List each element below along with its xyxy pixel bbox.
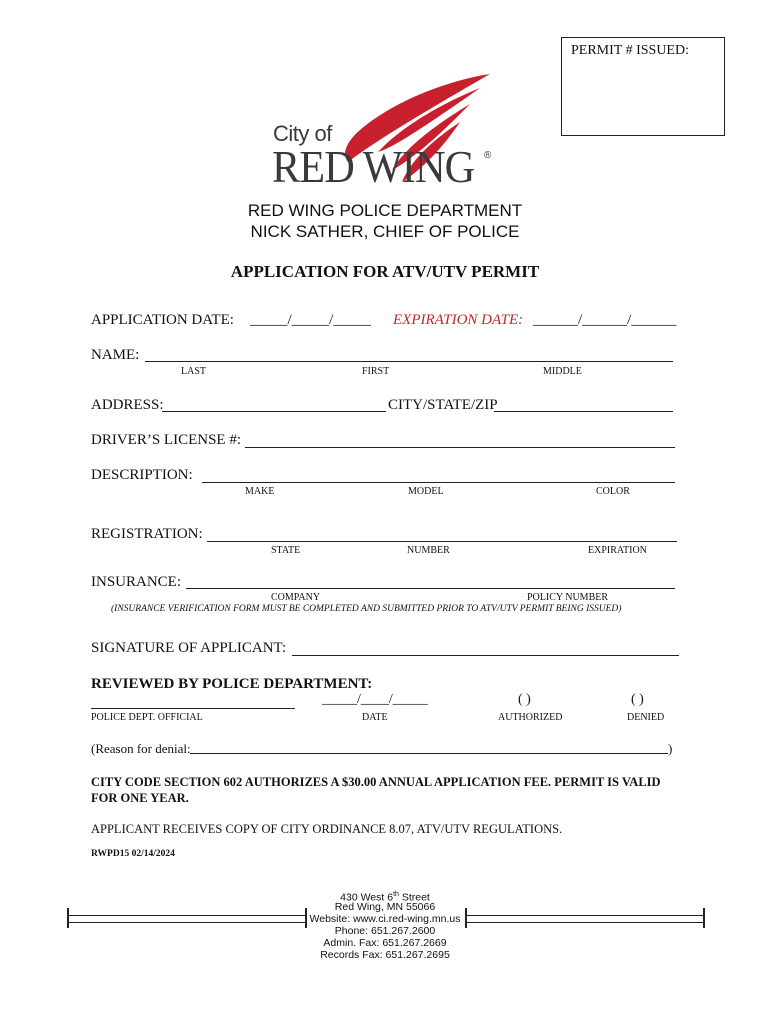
footer-street-num: 430 West 6	[340, 891, 394, 904]
footer-city: Red Wing, MN 55066	[334, 901, 436, 913]
insurance-sub-company: COMPANY	[271, 592, 321, 603]
name-sub-middle: MIDDLE	[543, 366, 582, 377]
registration-sub-state: STATE	[271, 545, 301, 556]
logo-registered: ®	[484, 150, 492, 161]
footer-phone: Phone: 651.267.2600	[334, 925, 436, 937]
review-heading: REVIEWED BY POLICE DEPARTMENT:	[91, 676, 373, 692]
expiration-date-label: EXPIRATION DATE:	[393, 312, 524, 328]
name-sub-last: LAST	[181, 366, 206, 377]
footer-website[interactable]: Website: www.ci.red-wing.mn.us	[309, 913, 461, 925]
denied-checkbox[interactable]: ( )	[631, 692, 644, 707]
department-name: RED WING POLICE DEPARTMENT	[247, 201, 523, 220]
name-field[interactable]	[145, 361, 673, 362]
city-state-zip-label: CITY/STATE/ZIP	[388, 397, 498, 413]
fee-note: CITY CODE SECTION 602 AUTHORIZES A $30.00 ANNUAL APPLICATION FEE. PERMIT IS VALID FOR ONE YEAR.	[91, 775, 661, 805]
insurance-label: INSURANCE:	[91, 574, 182, 590]
description-sub-color: COLOR	[596, 486, 630, 497]
insurance-field[interactable]	[186, 588, 675, 589]
description-sub-model: MODEL	[408, 486, 444, 497]
insurance-note: (INSURANCE VERIFICATION FORM MUST BE COMPLETED AND SUBMITTED PRIOR TO ATV/UTV PERMIT BEING ISSUED)	[111, 604, 622, 614]
footer-records-fax: Records Fax: 651.267.2695	[320, 949, 450, 961]
logo-city-of: City of	[273, 121, 332, 146]
footer-street-rest: Street	[398, 891, 430, 904]
footer-admin-fax: Admin. Fax: 651.267.2669	[323, 937, 447, 949]
review-date-field[interactable]: _____/____/_____	[322, 692, 428, 707]
chief-of-police: NICK SATHER, CHIEF OF POLICE	[250, 222, 520, 241]
registration-label: REGISTRATION:	[91, 526, 203, 542]
review-date-label: DATE	[362, 712, 388, 723]
ordinance-note: APPLICANT RECEIVES COPY OF CITY ORDINANCE 8.07, ATV/UTV REGULATIONS.	[91, 822, 563, 836]
description-field[interactable]	[202, 482, 675, 483]
registration-field[interactable]	[207, 541, 677, 542]
address-label: ADDRESS:	[91, 397, 164, 413]
application-date-label: APPLICATION DATE:	[91, 312, 234, 328]
name-sub-first: FIRST	[362, 366, 390, 377]
name-label: NAME:	[91, 347, 140, 363]
reason-label: (Reason for denial:	[91, 741, 191, 756]
description-label: DESCRIPTION:	[91, 467, 193, 483]
official-label: POLICE DEPT. OFFICIAL	[91, 712, 203, 723]
denied-label: DENIED	[627, 712, 665, 723]
expiration-date-field[interactable]: ______/______/______	[533, 312, 677, 328]
registration-sub-expiration: EXPIRATION	[588, 545, 647, 556]
official-field[interactable]	[91, 708, 295, 709]
authorized-checkbox[interactable]: ( )	[518, 692, 531, 707]
address-field[interactable]	[162, 411, 386, 412]
registration-sub-number: NUMBER	[407, 545, 450, 556]
drivers-license-label: DRIVER’S LICENSE #:	[91, 432, 241, 448]
signature-field[interactable]	[292, 655, 679, 656]
form-id: RWPD15 02/14/2024	[91, 849, 175, 859]
city-state-zip-field[interactable]	[494, 411, 673, 412]
signature-label: SIGNATURE OF APPLICANT:	[91, 640, 287, 656]
application-date-field[interactable]: _____/_____/_____	[250, 312, 371, 328]
drivers-license-field[interactable]	[245, 447, 675, 448]
reason-close: )	[668, 741, 673, 756]
logo-red-wing: RED WING	[272, 141, 475, 192]
reason-field[interactable]	[190, 753, 668, 754]
city-logo	[0, 0, 770, 200]
permit-issued-label: PERMIT # ISSUED:	[571, 43, 689, 58]
authorized-label: AUTHORIZED	[498, 712, 563, 723]
description-sub-make: MAKE	[245, 486, 275, 497]
form-title: APPLICATION FOR ATV/UTV PERMIT	[230, 262, 540, 281]
insurance-sub-policy: POLICY NUMBER	[527, 592, 609, 603]
footer-street-sup: th	[393, 891, 399, 898]
